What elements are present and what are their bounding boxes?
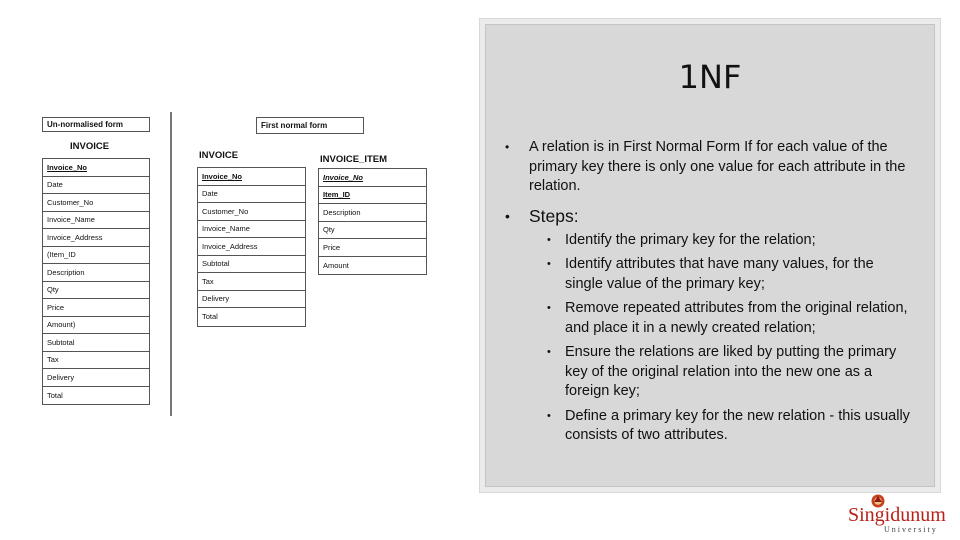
attribute-row: Tax <box>43 352 149 370</box>
steps-sublist <box>547 231 915 446</box>
bullet-dot-icon: • <box>547 302 551 314</box>
attribute-row: Subtotal <box>43 334 149 352</box>
attribute-row: Invoice_No <box>43 159 149 177</box>
bullet-text: A relation is in First Normal Form If for each value of the primary key there is only one value for each attribute in the relation. <box>529 139 906 194</box>
attribute-row: Total <box>202 312 218 322</box>
attribute-row: Invoice_Address <box>43 229 149 247</box>
attribute-row: Amount <box>323 260 349 270</box>
attribute-row: Invoice_No <box>319 169 426 187</box>
unnormalised-table-title: INVOICE <box>70 141 110 152</box>
attribute-row: Invoice_No <box>198 168 305 186</box>
form-divider <box>170 112 172 416</box>
bullet-dot-icon: • <box>547 409 551 422</box>
step-item <box>547 231 915 251</box>
bullet-dot-icon: • <box>505 207 510 224</box>
step-item <box>547 407 915 446</box>
attribute-row: Qty <box>43 282 149 300</box>
step-item <box>547 299 915 338</box>
attribute-row: Price <box>43 299 149 317</box>
steps-label: Steps: <box>529 205 579 226</box>
logo-name: Singidunum <box>848 504 946 526</box>
university-logo <box>846 490 954 536</box>
attribute-row: Customer_No <box>43 194 149 212</box>
step-text: Remove repeated attributes from the original relation, and place it in a newly created relation; <box>565 300 908 336</box>
slide-title: 1NF <box>678 58 742 96</box>
invoice-table-title: INVOICE <box>199 150 239 161</box>
attribute-row: Description <box>319 204 426 222</box>
step-text: Identify attributes that have many values, for the single value of the primary key; <box>565 256 874 292</box>
attribute-row: Date <box>43 177 149 195</box>
bullet-dot-icon: • <box>547 233 551 246</box>
attribute-row: Invoice_Address <box>198 238 305 256</box>
attribute-row: Price <box>319 239 426 257</box>
step-text: Identify the primary key for the relation; <box>565 231 816 248</box>
step-text: Define a primary key for the new relation - this usually consists of two attributes. <box>565 407 910 443</box>
attribute-row: Date <box>198 186 305 204</box>
step-item <box>547 343 915 402</box>
invoice-item-table-title: INVOICE_ITEM <box>320 154 388 165</box>
invoice-table <box>197 167 306 327</box>
bullet-dot-icon: • <box>505 140 510 154</box>
step-text: Ensure the relations are liked by putting the primary key of the original relation into the new one as a foreign key; <box>565 344 897 399</box>
invoice-item-table <box>318 168 427 275</box>
attribute-row: Subtotal <box>198 256 305 274</box>
attribute-row: Delivery <box>198 291 305 309</box>
bullet-definition <box>505 138 915 197</box>
attribute-row: Amount) <box>43 317 149 335</box>
bullet-dot-icon: • <box>547 258 551 270</box>
step-item <box>547 255 915 294</box>
attribute-row: Invoice_Name <box>198 221 305 239</box>
attribute-row: Delivery <box>43 369 149 387</box>
attribute-row: Total <box>47 390 63 400</box>
first-normal-form-label: First normal form <box>256 117 364 134</box>
attribute-row: Tax <box>198 273 305 291</box>
attribute-row: (Item_ID <box>43 247 149 265</box>
logo-subtitle: University <box>884 525 938 534</box>
bullet-dot-icon: • <box>547 346 551 358</box>
attribute-row: Qty <box>319 222 426 240</box>
unnormalised-invoice-table <box>42 158 150 405</box>
unnormalised-form-label: Un-normalised form <box>42 117 150 132</box>
attribute-row: Customer_No <box>198 203 305 221</box>
attribute-row: Item_ID <box>319 187 426 205</box>
bullet-steps <box>505 205 915 227</box>
bullet-list <box>505 138 915 451</box>
attribute-row: Description <box>43 264 149 282</box>
attribute-row: Invoice_Name <box>43 212 149 230</box>
